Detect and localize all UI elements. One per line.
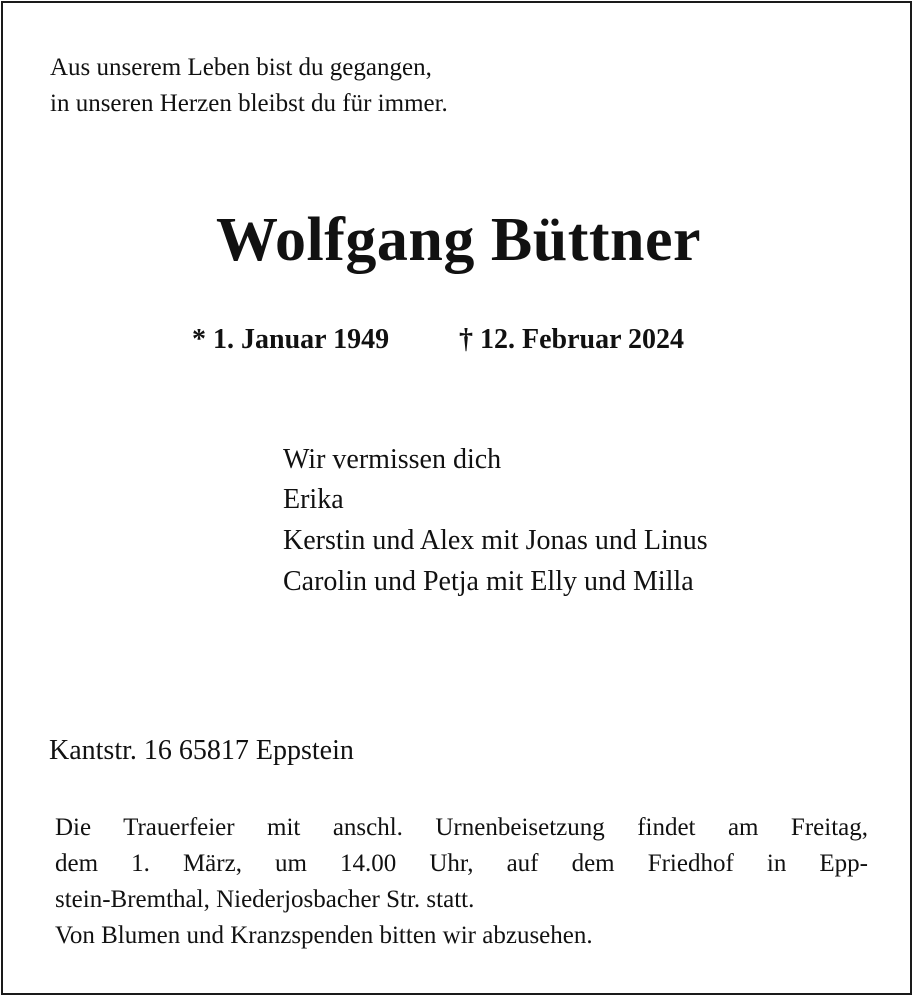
mourner-line: Erika [283, 484, 344, 515]
mourner-line: Kerstin und Alex mit Jonas und Linus [283, 525, 708, 556]
funeral-notice-line: dem 1. März, um 14.00 Uhr, auf dem Friedhof in Epp- [55, 850, 868, 877]
death-date: † 12. Februar 2024 [459, 324, 685, 355]
funeral-notice-line: Von Blumen und Kranzspenden bitten wir abzusehen. [55, 922, 593, 949]
birth-date: * 1. Januar 1949 [192, 324, 390, 355]
deceased-name: Wolfgang Büttner [215, 206, 702, 274]
mourner-line: Carolin und Petja mit Elly und Milla [283, 566, 694, 597]
motto-line-1: Aus unserem Leben bist du gegangen, [50, 54, 432, 81]
mourners-intro: Wir vermissen dich [283, 444, 502, 475]
funeral-notice-line: Die Trauerfeier mit anschl. Urnenbeisetzung findet am Freitag, [55, 814, 868, 841]
motto-line-2: in unseren Herzen bleibst du für immer. [50, 90, 448, 117]
funeral-notice-line: stein-Bremthal, Niederjosbacher Str. statt. [55, 886, 475, 913]
family-address: Kantstr. 16 65817 Eppstein [49, 735, 354, 766]
